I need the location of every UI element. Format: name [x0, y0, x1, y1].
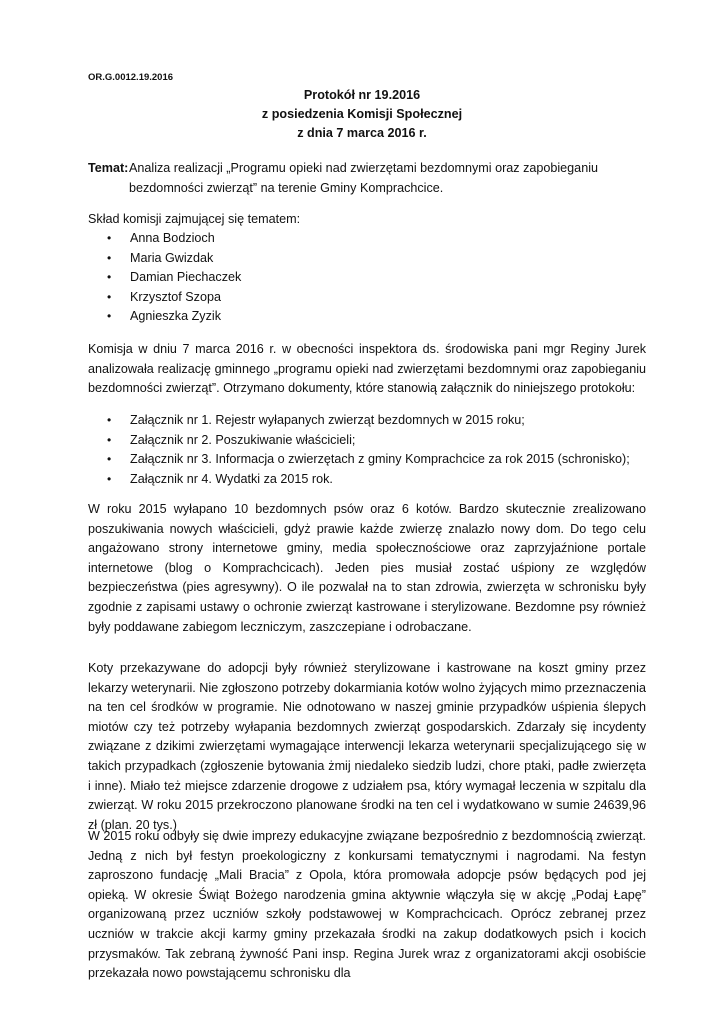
topic-label: Temat: — [88, 161, 129, 175]
bullet-icon: • — [107, 270, 112, 285]
bullet-icon: • — [107, 250, 112, 265]
bullet-icon: • — [107, 309, 112, 324]
list-item: • Anna Bodzioch — [88, 229, 241, 249]
paragraph-education: W 2015 roku odbyły się dwie imprezy edukacyjne związane bezpośrednio z bezdomnością zwierząt. Jedną z nich był festyn proekologiczny z konkursami tematycznymi i nagrodami. Na festyn zaproszono fundację „Mali Bracia” z Opola, która promowała adopcje psów będących pod jej opieką. W okresie Świąt Bożego narodzenia gmina aktywnie włączyła się w akcję „Podaj Łapę” organizowaną przez uczniów szkoły podstawowej w Komprachcicach. Oprócz zebranej przez uczniów w trakcie akcji karmy gminy przekazała środki na zakup dodatkowych psich i kocich przysmaków. Tak zebraną żywność Pani insp. Regina Jurek wraz z organizatorami akcji osobiście przekazała nowo powstającemu schronisku dla — [88, 829, 646, 981]
paragraph-intro: Komisja w dniu 7 marca 2016 r. w obecności inspektora ds. środowiska pani mgr Reginy Jurek analizowała realizację gminnego „programu opieki nad zwierzętami bezdomnymi oraz zapobieganiu bezdomności zwierząt”. Otrzymano dokumenty, które stanowią załącznik do niniejszego protokołu: — [88, 342, 646, 396]
list-item: • Maria Gwizdak — [88, 249, 241, 269]
members-list — [88, 229, 241, 327]
bullet-icon: • — [107, 471, 112, 486]
bullet-icon: • — [107, 432, 112, 447]
list-item: • Załącznik nr 3. Informacja o zwierzętach z gminy Komprachcice za rok 2015 (schronisko); — [88, 450, 630, 470]
list-item: • Damian Piechaczek — [88, 268, 241, 288]
attachments-list — [88, 411, 630, 489]
list-item: • Załącznik nr 1. Rejestr wyłapanych zwierząt bezdomnych w 2015 roku; — [88, 411, 630, 431]
document-reference-number: OR.G.0012.19.2016 — [88, 72, 174, 83]
bullet-icon: • — [107, 231, 112, 245]
bullet-icon: • — [107, 452, 112, 467]
list-item: • Agnieszka Zyzik — [88, 307, 241, 327]
list-item: • Załącznik nr 2. Poszukiwanie właścicieli; — [88, 431, 630, 451]
protocol-subtitle: z posiedzenia Komisji Społecznej — [261, 107, 463, 121]
paragraph-cats-adoption: Koty przekazywane do adopcji były również sterylizowane i kastrowane na koszt gminy przez lekarzy weterynarii. Nie zgłoszono potrzeby dokarmiania kotów wolno żyjących mimo przeznaczenia na ten cel środków w programie. Nie odnotowano w naszej gminie przypadków uśpienia ślepych miotów czy też potrzeby wyłapania bezdomnych zwierząt gospodarskich. Zdarzały się incydenty związane z dzikimi zwierzętami wymagające interwencji lekarza weterynarii specjalizującego się w takich przypadkach (zgłoszenie bytowania żmij niedaleko siedzib ludzi, chore ptaki, padłe zwierzęta i inne). Miało też miejsce zdarzenie drogowe z udziałem psa, który wymagał leczenia w szpitalu dla zwierząt. W roku 2015 przekroczono planowane środki na ten cel i wydatkowano w sumie 24639,96 zł (plan. 20 tys.) — [88, 661, 646, 832]
topic-text: Analiza realizacji „Programu opieki nad zwierzętami bezdomnymi oraz zapobieganiu bezdomności zwierząt” na terenie Gminy Komprachcice. — [129, 161, 598, 195]
composition-intro: Skład komisji zajmującej się tematem: — [88, 212, 301, 226]
protocol-title: Protokół nr 19.2016 — [303, 88, 421, 102]
list-item: • Krzysztof Szopa — [88, 288, 241, 308]
bullet-icon: • — [107, 413, 112, 427]
list-item: • Załącznik nr 4. Wydatki za 2015 rok. — [88, 470, 630, 490]
paragraph-dogs-cats: W roku 2015 wyłapano 10 bezdomnych psów oraz 6 kotów. Bardzo skutecznie zrealizowano poszukiwania nowych właścicieli, gdyż prawie każde zwierzę znalazło nowy dom. Do tego celu angażowano strony internetowe gminy, media społecznościowe oraz zaprzyjaźnione portale internetowe (blog o Komprachcicach). Jeden pies musiał zostać uśpiony ze względów bezpieczeństwa (pies agresywny). O ile pozwalał na to stan zdrowia, zwierzęta w schronisku były zgodnie z zapisami ustawy o ochronie zwierząt kastrowane i sterylizowane. Bezdomne psy również były poddawane zabiegom leczniczym, zaszczepiane i odrobaczane. — [88, 502, 646, 634]
bullet-icon: • — [107, 289, 112, 304]
protocol-date: z dnia 7 marca 2016 r. — [297, 126, 427, 140]
